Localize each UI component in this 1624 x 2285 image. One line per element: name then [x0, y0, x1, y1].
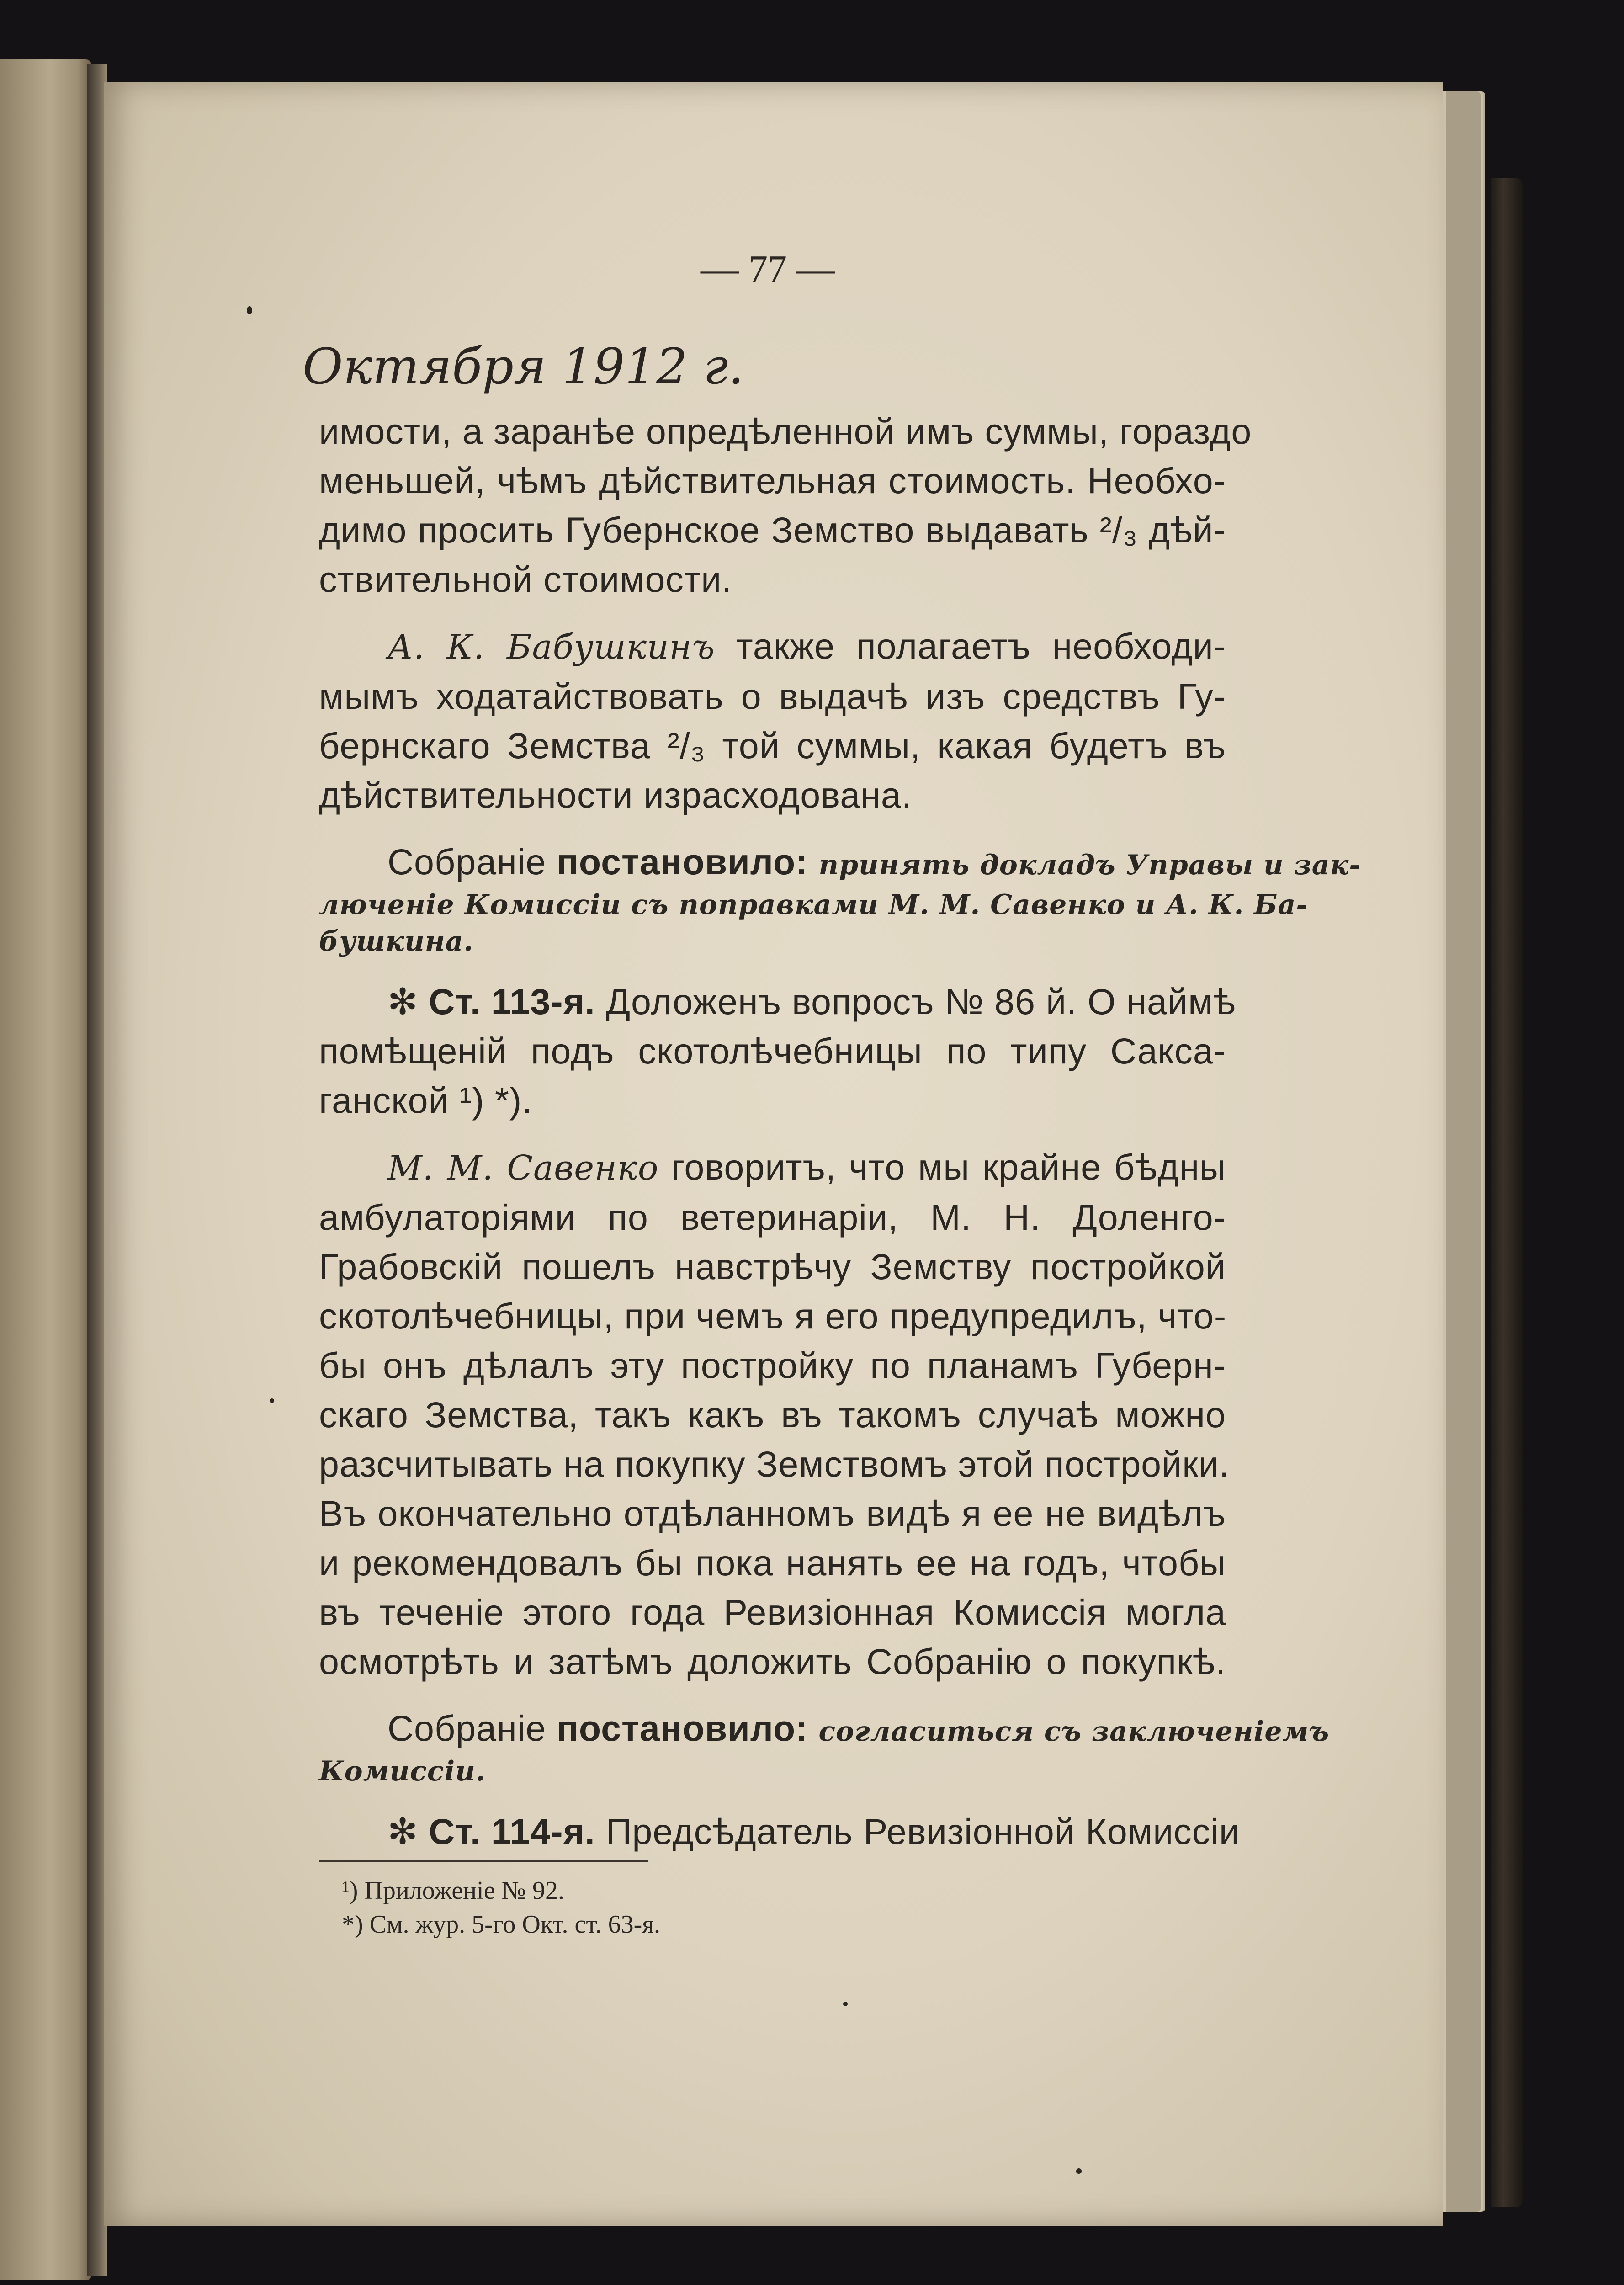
ink-speck [843, 2002, 848, 2006]
text-line: бернскаго Земства ²/₃ той суммы, какая будетъ въ [319, 725, 1226, 766]
text-line: мымъ ходатайствовать о выдачѣ изъ средствъ Гу- [319, 676, 1226, 717]
text-line: бы онъ дѣлалъ эту постройку по планамъ Губерн- [319, 1345, 1226, 1386]
page-edges [1446, 91, 1481, 2212]
text-line: разсчитывать на покупку Земствомъ этой постройки. [319, 1444, 1230, 1484]
asterisk-mark: ✻ [387, 1811, 419, 1852]
text-line: осмотрѣть и затѣмъ доложить Собранію о покупкѣ. [319, 1641, 1226, 1682]
resolution-text: люченіе Комиссіи съ поправками М. М. Савенко и А. К. Ба- [319, 889, 1308, 921]
left-page-edge [0, 59, 91, 2280]
footnote-rule [319, 1860, 648, 1862]
text-span: Предсѣдатель Ревизіонной Комиссіи [605, 1811, 1240, 1852]
book-cover-edge [1491, 178, 1523, 2207]
text-line: амбулаторіями по ветеринаріи, М. Н. Доленго- [319, 1197, 1226, 1238]
text-line: меньшей, чѣмъ дѣйствительная стоимость. Необхо- [319, 460, 1226, 501]
article-line [319, 977, 1236, 1026]
paragraph-line [319, 1142, 1226, 1193]
text-line: и рекомендовалъ бы пока нанять ее на годъ, чтобы [319, 1542, 1226, 1583]
footnote: ¹) Приложеніе № 92. [342, 1876, 565, 1905]
ink-speck [1076, 2168, 1082, 2174]
text-line: имости, а заранѣе опредѣленной имъ суммы, гораздо [319, 411, 1252, 452]
text-line: Грабовскій пошелъ навстрѣчу Земству постройкой [319, 1246, 1226, 1287]
running-header-date: Октября 1912 г. [303, 338, 744, 395]
ink-speck [270, 1398, 274, 1403]
text-line: ствительной стоимости. [319, 559, 732, 600]
text-line: Въ окончательно отдѣланномъ видѣ я ее не видѣлъ [319, 1493, 1226, 1534]
text-line: скотолѣчебницы, при чемъ я его предупредилъ, что- [319, 1296, 1227, 1336]
text-line: въ теченіе этого года Ревизіонная Комиссія могла [319, 1592, 1226, 1632]
resolution-text: бушкина. [319, 925, 474, 957]
ink-speck [247, 306, 252, 314]
text-span: говоритъ, что мы крайне бѣдны [671, 1147, 1226, 1187]
asterisk-mark: ✻ [387, 981, 419, 1022]
resolution-line [319, 837, 1361, 887]
paragraph-line [319, 622, 1226, 672]
footnotes [342, 1874, 890, 1941]
text-span: также полагаетъ необходи- [736, 626, 1226, 666]
page-number: — 77 — [701, 248, 835, 290]
decided-word: постановило: [557, 1708, 808, 1748]
resolution-text: принять докладъ Управы и зак- [818, 849, 1361, 881]
speaker-name: А. К. Бабушкинъ [387, 627, 715, 667]
text-line: димо просить Губернское Земство выдавать ²/₃ дѣй- [319, 510, 1226, 550]
speaker-name: М. М. Савенко [387, 1148, 659, 1188]
article-line [319, 1807, 1240, 1856]
text-line: ганской ¹) *). [319, 1080, 533, 1121]
text-line: скаго Земства, такъ какъ въ такомъ случаѣ можно [319, 1394, 1226, 1435]
assembly-word: Собраніе [387, 1708, 547, 1748]
resolution-text: согласиться съ заключеніемъ [818, 1716, 1330, 1748]
text-line: помѣщеній подъ скотолѣчебницы по типу Сакса- [319, 1031, 1226, 1071]
text-line: дѣйствительности израсходована. [319, 775, 912, 815]
decided-word: постановило: [557, 841, 808, 882]
resolution-text: Комиссіи. [319, 1755, 486, 1787]
resolution-line [319, 1704, 1330, 1753]
assembly-word: Собраніе [387, 841, 547, 882]
footnote: *) См. жур. 5-го Окт. ст. 63-я. [342, 1910, 661, 1939]
article-number: Ст. 114-я. [429, 1811, 595, 1852]
article-number: Ст. 113-я. [429, 981, 595, 1022]
page-body [319, 407, 1361, 1856]
text-span: Доложенъ вопросъ № 86 й. О наймѣ [605, 981, 1236, 1022]
